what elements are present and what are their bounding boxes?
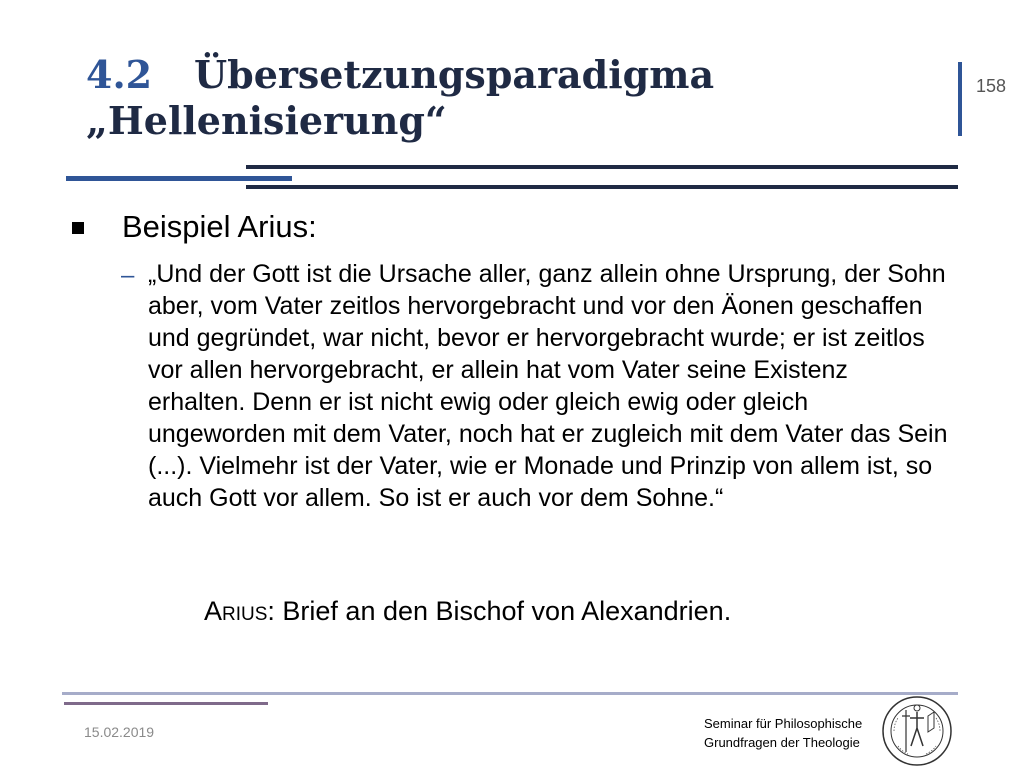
title-main: Übersetzungsparadigma [194, 52, 715, 97]
seminar-line-2: Grundfragen der Theologie [704, 735, 860, 750]
quote-source [204, 594, 944, 628]
header-line-left [66, 176, 292, 181]
university-seal-icon [880, 694, 954, 768]
title-line-2: „Hellenisierung“ [86, 98, 447, 143]
seminar-line-1: Seminar für Philosophische [704, 716, 863, 731]
arius-quote: „Und der Gott ist die Ursache aller, ganz allein ohne Ursprung, der Sohn aber, vom Vater zeitlos hervorgebracht und vor den Äonen geschaffen und gegründet, war nicht, bevor er hervorgebracht wurde; er ist zeitlos vor allen hervorgebracht, er allein hat vom Vater seine Existenz erhalten. Denn er ist nicht ewig oder gleich ewig oder gleich ungeworden mit dem Vater, noch hat er zugleich mit dem Vater das Sein (...). Vielmehr ist der Vater, wie er Monade und Prinzip von allem ist, so auch Gott vor allem. So ist er auch vor dem Sohne.“ [148, 260, 948, 512]
slide-title [86, 52, 946, 144]
footer-accent-line [64, 702, 268, 705]
slide-date: 15.02.2019 [84, 724, 155, 740]
page-number-bar [958, 62, 962, 136]
seminar-label [704, 714, 884, 752]
source-author: Arius [204, 596, 268, 626]
section-number: 4.2 [86, 52, 153, 97]
bullet-square-icon [72, 222, 84, 234]
page-number: 158 [976, 76, 1007, 96]
source-title: : Brief an den Bischof von Alexandrien. [267, 596, 732, 626]
title-line-1 [86, 52, 946, 98]
footer-line [62, 692, 958, 695]
header-line-right [246, 185, 958, 189]
bullet-heading: Beispiel Arius: [122, 209, 317, 244]
dash-icon: – [121, 262, 135, 289]
header-line-top [246, 165, 958, 169]
